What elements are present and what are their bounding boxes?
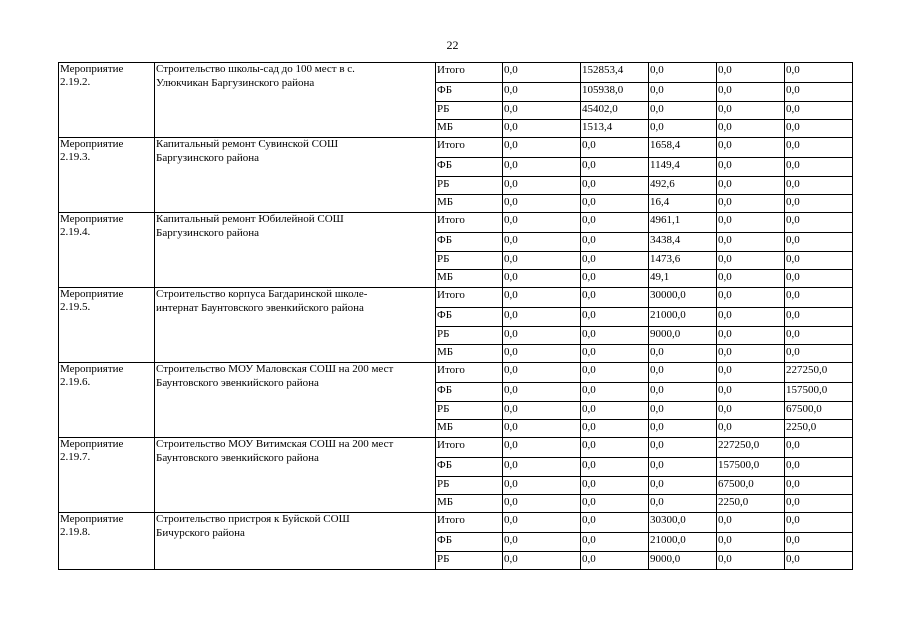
funding-value: 0,0 — [504, 121, 518, 133]
measure-title: интернат Баунтовского эвенкийского района — [156, 302, 364, 314]
funding-value: 0,0 — [582, 478, 596, 490]
subrow-border — [435, 476, 853, 477]
funding-value: 0,0 — [786, 459, 800, 471]
funding-value: 0,0 — [650, 84, 664, 96]
funding-value: 30300,0 — [650, 514, 686, 526]
funding-value: 0,0 — [786, 196, 800, 208]
funding-value: 16,4 — [650, 196, 670, 208]
funding-value: 0,0 — [718, 289, 732, 301]
column-border — [435, 62, 436, 570]
funding-value: 0,0 — [718, 403, 732, 415]
measure-title: Баргузинского района — [156, 152, 260, 164]
funding-value: 9000,0 — [650, 553, 681, 565]
column-border — [716, 62, 717, 570]
subrow-border — [435, 269, 853, 270]
funding-value: 0,0 — [582, 553, 596, 565]
funding-value: 0,0 — [718, 103, 732, 115]
funding-value: 227250,0 — [718, 439, 760, 451]
funding-source: Итого — [437, 364, 465, 376]
funding-value: 0,0 — [582, 196, 596, 208]
funding-value: 0,0 — [718, 514, 732, 526]
funding-value: 0,0 — [786, 439, 800, 451]
funding-value: 30000,0 — [650, 289, 686, 301]
funding-value: 0,0 — [504, 364, 518, 376]
measure-label: Мероприятие — [60, 363, 124, 375]
funding-value: 0,0 — [504, 214, 518, 226]
column-border — [580, 62, 581, 570]
funding-value: 0,0 — [786, 346, 800, 358]
funding-value: 0,0 — [718, 553, 732, 565]
funding-value: 0,0 — [504, 196, 518, 208]
funding-value: 0,0 — [582, 496, 596, 508]
measure-number: 2.19.2. — [60, 76, 91, 88]
measure-title: Строительство школы-сад до 100 мест в с. — [156, 63, 355, 75]
funding-value: 0,0 — [718, 271, 732, 283]
funding-value: 0,0 — [582, 346, 596, 358]
funding-value: 1513,4 — [582, 121, 613, 133]
funding-value: 0,0 — [504, 178, 518, 190]
funding-value: 0,0 — [650, 121, 664, 133]
funding-value: 0,0 — [582, 234, 596, 246]
funding-value: 0,0 — [718, 534, 732, 546]
funding-value: 4961,1 — [650, 214, 681, 226]
funding-value: 0,0 — [650, 103, 664, 115]
funding-value: 0,0 — [718, 196, 732, 208]
subrow-border — [435, 101, 853, 102]
funding-value: 0,0 — [504, 309, 518, 321]
funding-source: Итого — [437, 64, 465, 76]
table-bottom-border — [58, 569, 853, 570]
funding-value: 0,0 — [786, 234, 800, 246]
funding-value: 0,0 — [504, 384, 518, 396]
measure-number: 2.19.8. — [60, 526, 91, 538]
funding-value: 0,0 — [786, 289, 800, 301]
subrow-border — [435, 326, 853, 327]
funding-value: 0,0 — [582, 364, 596, 376]
funding-value: 0,0 — [582, 384, 596, 396]
funding-value: 0,0 — [786, 271, 800, 283]
subrow-border — [435, 82, 853, 83]
funding-value: 0,0 — [786, 496, 800, 508]
funding-value: 0,0 — [582, 403, 596, 415]
funding-value: 0,0 — [504, 534, 518, 546]
funding-value: 0,0 — [718, 84, 732, 96]
funding-source: Итого — [437, 139, 465, 151]
funding-value: 45402,0 — [582, 103, 618, 115]
funding-source: МБ — [437, 271, 454, 283]
funding-value: 0,0 — [650, 421, 664, 433]
funding-value: 0,0 — [786, 328, 800, 340]
funding-source: РБ — [437, 403, 450, 415]
funding-value: 0,0 — [650, 364, 664, 376]
subrow-border — [435, 551, 853, 552]
subrow-border — [435, 251, 853, 252]
funding-value: 152853,4 — [582, 64, 624, 76]
funding-value: 0,0 — [582, 421, 596, 433]
funding-source: МБ — [437, 196, 454, 208]
funding-value: 0,0 — [718, 421, 732, 433]
funding-source: МБ — [437, 121, 454, 133]
measure-number: 2.19.6. — [60, 376, 91, 388]
funding-value: 0,0 — [718, 214, 732, 226]
funding-value: 0,0 — [786, 178, 800, 190]
funding-value: 0,0 — [504, 253, 518, 265]
funding-source: РБ — [437, 253, 450, 265]
funding-value: 0,0 — [582, 514, 596, 526]
measure-title: Строительство МОУ Витимская СОШ на 200 мест — [156, 438, 394, 450]
funding-value: 0,0 — [650, 439, 664, 451]
funding-value: 0,0 — [786, 534, 800, 546]
funding-value: 0,0 — [650, 64, 664, 76]
funding-value: 0,0 — [786, 253, 800, 265]
measure-label: Мероприятие — [60, 138, 124, 150]
subrow-border — [435, 232, 853, 233]
column-border — [648, 62, 649, 570]
funding-value: 0,0 — [582, 271, 596, 283]
funding-value: 0,0 — [504, 478, 518, 490]
funding-value: 0,0 — [504, 64, 518, 76]
funding-value: 0,0 — [504, 289, 518, 301]
funding-value: 0,0 — [504, 139, 518, 151]
funding-value: 0,0 — [786, 309, 800, 321]
subrow-border — [435, 176, 853, 177]
funding-value: 0,0 — [582, 439, 596, 451]
funding-source: Итого — [437, 439, 465, 451]
funding-value: 0,0 — [582, 214, 596, 226]
funding-value: 0,0 — [718, 178, 732, 190]
funding-source: ФБ — [437, 159, 453, 171]
measure-label: Мероприятие — [60, 63, 124, 75]
measure-label: Мероприятие — [60, 438, 124, 450]
funding-source: РБ — [437, 328, 450, 340]
funding-value: 0,0 — [504, 439, 518, 451]
measure-number: 2.19.7. — [60, 451, 91, 463]
funding-source: ФБ — [437, 309, 453, 321]
funding-value: 0,0 — [582, 253, 596, 265]
funding-value: 0,0 — [504, 403, 518, 415]
funding-source: МБ — [437, 346, 454, 358]
measure-title: Улюкчикан Баргузинского района — [156, 77, 315, 89]
funding-value: 0,0 — [718, 253, 732, 265]
funding-value: 0,0 — [786, 103, 800, 115]
funding-value: 0,0 — [718, 364, 732, 376]
funding-value: 2250,0 — [786, 421, 817, 433]
funding-source: ФБ — [437, 84, 453, 96]
funding-value: 0,0 — [786, 514, 800, 526]
subrow-border — [435, 457, 853, 458]
funding-value: 0,0 — [786, 159, 800, 171]
column-border — [502, 62, 503, 570]
funding-value: 9000,0 — [650, 328, 681, 340]
funding-value: 0,0 — [582, 534, 596, 546]
funding-value: 0,0 — [504, 459, 518, 471]
subrow-border — [435, 494, 853, 495]
measure-number: 2.19.5. — [60, 301, 91, 313]
funding-source: РБ — [437, 478, 450, 490]
funding-value: 1473,6 — [650, 253, 681, 265]
funding-value: 49,1 — [650, 271, 670, 283]
funding-value: 0,0 — [582, 178, 596, 190]
subrow-border — [435, 401, 853, 402]
funding-value: 0,0 — [582, 328, 596, 340]
page-number: 22 — [446, 38, 459, 52]
funding-value: 0,0 — [786, 214, 800, 226]
funding-source: ФБ — [437, 234, 453, 246]
funding-value: 0,0 — [718, 159, 732, 171]
funding-value: 0,0 — [786, 84, 800, 96]
subrow-border — [435, 382, 853, 383]
funding-source: ФБ — [437, 384, 453, 396]
measure-title: Строительство пристроя к Буйской СОШ — [156, 513, 350, 525]
funding-value: 0,0 — [504, 159, 518, 171]
funding-value: 0,0 — [582, 289, 596, 301]
funding-value: 0,0 — [786, 139, 800, 151]
funding-value: 0,0 — [650, 403, 664, 415]
funding-value: 0,0 — [582, 459, 596, 471]
funding-value: 67500,0 — [718, 478, 754, 490]
subrow-border — [435, 532, 853, 533]
funding-value: 0,0 — [786, 478, 800, 490]
measure-title: Баргузинского района — [156, 227, 260, 239]
funding-source: РБ — [437, 178, 450, 190]
funding-value: 157500,0 — [786, 384, 828, 396]
funding-value: 0,0 — [718, 139, 732, 151]
measure-title: Строительство корпуса Багдаринской школе- — [156, 288, 368, 300]
funding-value: 0,0 — [504, 496, 518, 508]
funding-value: 0,0 — [504, 346, 518, 358]
funding-value: 0,0 — [650, 459, 664, 471]
funding-source: ФБ — [437, 534, 453, 546]
funding-source: РБ — [437, 103, 450, 115]
funding-value: 0,0 — [786, 553, 800, 565]
measure-number: 2.19.3. — [60, 151, 91, 163]
measure-number: 2.19.4. — [60, 226, 91, 238]
measure-label: Мероприятие — [60, 288, 124, 300]
subrow-border — [435, 157, 853, 158]
funding-value: 0,0 — [718, 121, 732, 133]
funding-value: 0,0 — [718, 384, 732, 396]
funding-value: 0,0 — [718, 309, 732, 321]
column-border — [58, 62, 59, 570]
funding-source: ФБ — [437, 459, 453, 471]
funding-value: 21000,0 — [650, 309, 686, 321]
funding-value: 0,0 — [582, 139, 596, 151]
subrow-border — [435, 194, 853, 195]
subrow-border — [435, 419, 853, 420]
funding-value: 157500,0 — [718, 459, 760, 471]
measure-label: Мероприятие — [60, 513, 124, 525]
funding-value: 0,0 — [786, 64, 800, 76]
funding-value: 3438,4 — [650, 234, 681, 246]
measure-title: Капитальный ремонт Сувинской СОШ — [156, 138, 339, 150]
measure-title: Капитальный ремонт Юбилейной СОШ — [156, 213, 344, 225]
column-border — [852, 62, 853, 570]
funding-value: 0,0 — [582, 159, 596, 171]
funding-source: МБ — [437, 421, 454, 433]
column-border — [784, 62, 785, 570]
subrow-border — [435, 344, 853, 345]
funding-source: Итого — [437, 214, 465, 226]
funding-value: 0,0 — [582, 309, 596, 321]
measure-title: Баунтовского эвенкийского района — [156, 377, 319, 389]
funding-value: 1149,4 — [650, 159, 680, 171]
measure-label: Мероприятие — [60, 213, 124, 225]
funding-source: Итого — [437, 514, 465, 526]
funding-value: 0,0 — [718, 328, 732, 340]
funding-value: 2250,0 — [718, 496, 749, 508]
funding-value: 0,0 — [718, 234, 732, 246]
funding-value: 0,0 — [786, 121, 800, 133]
funding-value: 0,0 — [504, 271, 518, 283]
funding-value: 1658,4 — [650, 139, 681, 151]
funding-value: 0,0 — [718, 346, 732, 358]
measure-title: Бичурского района — [156, 527, 245, 539]
funding-value: 0,0 — [504, 421, 518, 433]
funding-value: 0,0 — [504, 84, 518, 96]
funding-value: 0,0 — [504, 553, 518, 565]
funding-value: 0,0 — [718, 64, 732, 76]
subrow-border — [435, 119, 853, 120]
funding-value: 0,0 — [504, 514, 518, 526]
funding-value: 21000,0 — [650, 534, 686, 546]
funding-value: 67500,0 — [786, 403, 822, 415]
funding-value: 0,0 — [650, 346, 664, 358]
measure-title: Строительство МОУ Маловская СОШ на 200 мест — [156, 363, 394, 375]
funding-source: Итого — [437, 289, 465, 301]
funding-source: МБ — [437, 496, 454, 508]
subrow-border — [435, 307, 853, 308]
funding-value: 105938,0 — [582, 84, 624, 96]
funding-value: 0,0 — [650, 384, 664, 396]
funding-value: 0,0 — [504, 234, 518, 246]
measure-title: Баунтовского эвенкийского района — [156, 452, 319, 464]
funding-value: 227250,0 — [786, 364, 828, 376]
funding-value: 0,0 — [504, 103, 518, 115]
funding-value: 0,0 — [504, 328, 518, 340]
funding-value: 0,0 — [650, 478, 664, 490]
column-border — [154, 62, 155, 570]
funding-value: 492,6 — [650, 178, 675, 190]
funding-value: 0,0 — [650, 496, 664, 508]
funding-source: РБ — [437, 553, 450, 565]
